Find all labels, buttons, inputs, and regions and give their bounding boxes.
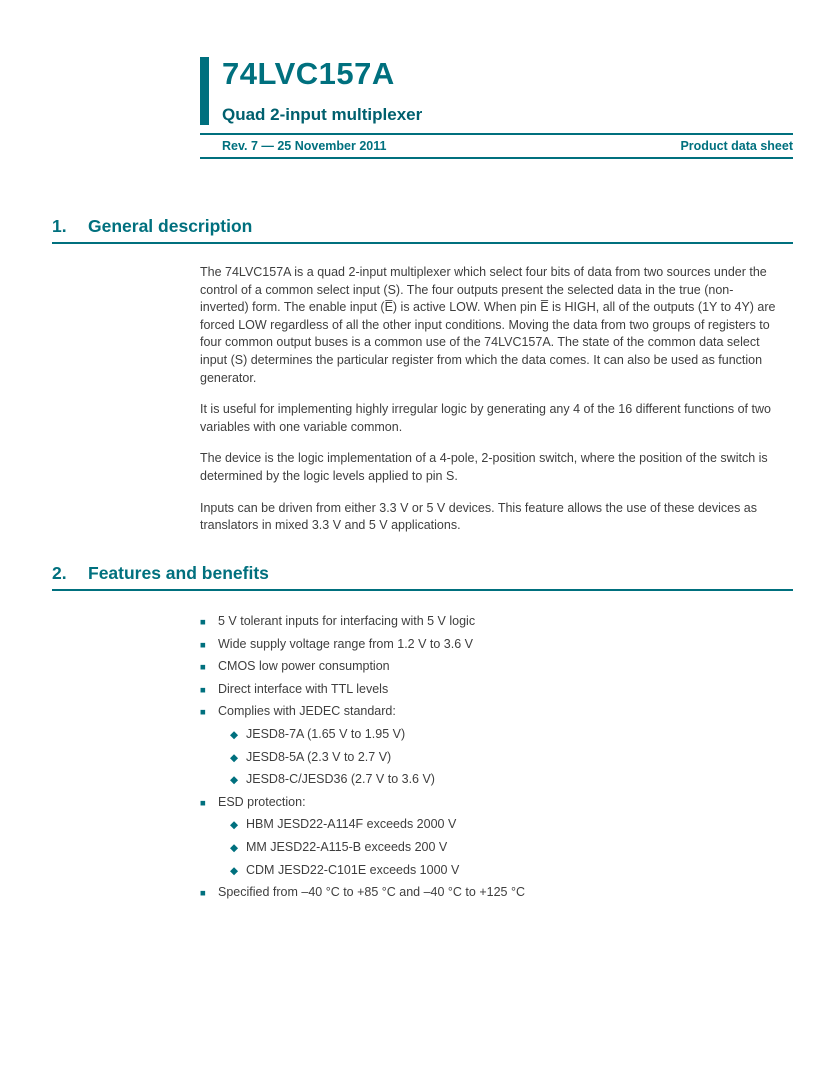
features-body [200, 591, 780, 905]
diamond-bullet-icon: ◆ [230, 751, 239, 764]
feature-text: Wide supply voltage range from 1.2 V to 3.6 V [218, 636, 473, 651]
feature-sub-text: HBM JESD22-A114F exceeds 2000 V [246, 817, 457, 832]
product-subtitle: Quad 2-input multiplexer [222, 105, 423, 124]
feature-sub-text: CDM JESD22-C101E exceeds 1000 V [246, 862, 460, 877]
paragraph: The 74LVC157A is a quad 2-input multiplexer which select four bits of data from two sources under the control of a common select input (S). The four outputs present the selected data in the true (non-inverted) form. The enable input (E̅) is active LOW. When pin E̅ is HIGH, all of the outputs (1Y to 4Y) are forced LOW regardless of all the other input conditions. Moving the data from two groups of registers to four common output buses is a common use of the 74LVC157A. The state of the common data select input (S) determines the particular register from which the data comes. It can also be used as function generator. [200, 265, 776, 385]
section-number: 2. [52, 562, 67, 583]
feature-sub-text: JESD8-5A (2.3 V to 2.7 V) [246, 749, 392, 764]
doc-header [200, 57, 793, 159]
page-title: 74LVC157A [222, 56, 395, 91]
doc-type-label: Product data sheet [680, 139, 793, 153]
feature-text: ESD protection: [218, 794, 306, 809]
diamond-bullet-icon: ◆ [230, 841, 239, 854]
square-bullet-icon: ■ [200, 639, 206, 651]
feature-sub-item [230, 724, 780, 747]
feature-item [200, 882, 780, 905]
feature-sub-item [230, 859, 780, 882]
revision-text: Rev. 7 — 25 November 2011 [222, 139, 387, 153]
revision-row [200, 135, 793, 157]
feature-text: CMOS low power consumption [218, 659, 390, 674]
feature-sub-text: JESD8-7A (1.65 V to 1.95 V) [246, 726, 406, 741]
section-title: General description [88, 216, 253, 236]
feature-item [200, 791, 780, 814]
feature-sub-item [230, 837, 780, 860]
diamond-bullet-icon: ◆ [230, 864, 239, 877]
feature-text: 5 V tolerant inputs for interfacing with 5 V logic [218, 614, 476, 629]
feature-item [200, 701, 780, 724]
feature-sub-text: MM JESD22-A115-B exceeds 200 V [246, 839, 448, 854]
square-bullet-icon: ■ [200, 684, 206, 696]
section-heading-features [52, 563, 793, 591]
section-number: 1. [52, 216, 67, 236]
feature-item [200, 611, 780, 634]
section-features-benefits [52, 563, 793, 905]
feature-sub-item [230, 746, 780, 769]
feature-text: Specified from –40 °C to +85 °C and –40 °C to +125 °C [218, 885, 525, 900]
square-bullet-icon: ■ [200, 888, 206, 900]
square-bullet-icon: ■ [200, 797, 206, 809]
section-title: Features and benefits [88, 562, 269, 583]
datasheet-page [0, 57, 833, 904]
feature-item [200, 679, 780, 702]
feature-sub-item [230, 769, 780, 792]
feature-item [200, 656, 780, 679]
section-heading-general [52, 216, 793, 244]
header-rule-bottom [200, 157, 793, 159]
feature-sub-text: JESD8-C/JESD36 (2.7 V to 3.6 V) [246, 772, 435, 787]
title-block [200, 57, 793, 125]
feature-text: Complies with JEDEC standard: [218, 704, 396, 719]
square-bullet-icon: ■ [200, 662, 206, 674]
feature-item [200, 633, 780, 656]
feature-sub-item [230, 814, 780, 837]
diamond-bullet-icon: ◆ [230, 728, 239, 741]
feature-text: Direct interface with TTL levels [218, 681, 389, 696]
diamond-bullet-icon: ◆ [230, 819, 239, 832]
section-general-description [52, 216, 793, 535]
paragraph: Inputs can be driven from either 3.3 V or 5 V devices. This feature allows the use of these devices as translators in mixed 3.3 V and 5 V applications. [200, 500, 758, 533]
paragraph: It is useful for implementing highly irregular logic by generating any 4 of the 16 different functions of two variables with one variable common. [200, 402, 771, 434]
paragraph: The device is the logic implementation of a 4-pole, 2-position switch, where the position of the switch is determined by the logic levels applied to pin S. [200, 451, 768, 483]
square-bullet-icon: ■ [200, 707, 206, 719]
square-bullet-icon: ■ [200, 617, 206, 629]
general-description-body [200, 244, 780, 535]
features-list [200, 611, 780, 905]
diamond-bullet-icon: ◆ [230, 774, 239, 787]
